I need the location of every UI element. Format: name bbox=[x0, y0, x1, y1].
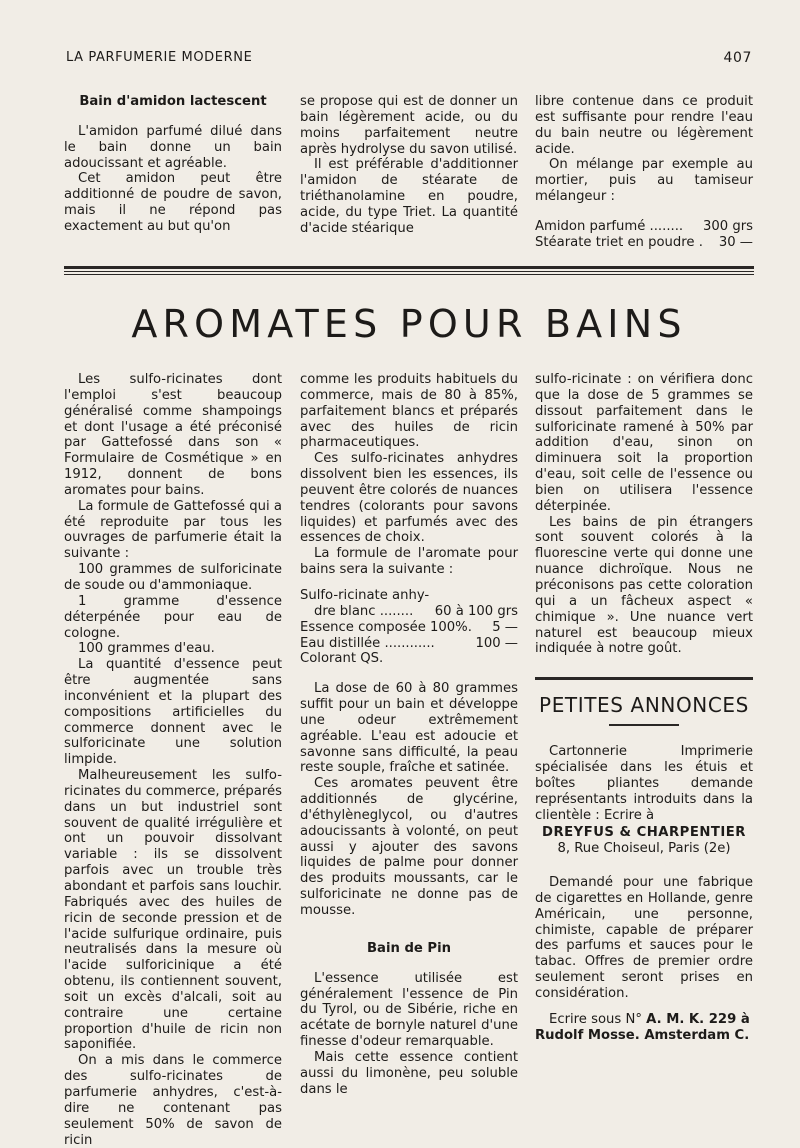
advert-text: Cartonnerie Imprimerie spécialisée dans les étuis et boîtes pliantes demande représentants introduits dans la clientèle : Ecrire à bbox=[535, 744, 753, 823]
recipe-value: 30 — bbox=[718, 234, 753, 250]
annonces-divider bbox=[535, 677, 753, 680]
paragraph: Cet amidon peut être additionné de poudre de savon, mais il ne répond pas exactement au but qu'on bbox=[64, 171, 282, 234]
recipe-line bbox=[300, 620, 518, 636]
article-column-1 bbox=[64, 372, 282, 1148]
advert-reply bbox=[535, 1012, 753, 1028]
paragraph: Ces sulfo-ricinates anhydres dissolvent bien les essences, ils peuvent être colorés de nuances tendres (colorants pour savons liquides) et parfumés avec des essences de choix. bbox=[300, 451, 518, 546]
paragraph: se propose qui est de donner un bain légèrement acide, ou du moins parfaitement neutre après hydrolyse du savon utilisé. bbox=[300, 94, 518, 157]
recipe-value: 100 — bbox=[475, 635, 518, 651]
paragraph: 1 gramme d'essence déterpénée pour eau de cologne. bbox=[64, 593, 282, 641]
section-heading-pin: Bain de Pin bbox=[367, 940, 451, 956]
top-column-3 bbox=[535, 94, 753, 251]
recipe-label: Amidon parfumé ........ bbox=[535, 218, 684, 234]
paragraph: Malheureusement les sulfo-ricinates du commerce, préparés dans un but industriel sont souvent de qualité irrégulière et ont un pouvoir dissolvant variable : ils se dissolvent parfois avec un trouble très abondant et parfois sans louchir. Fabriqués avec des huiles de ricin de seconde pression et de l'acide sulfurique ordinaire, puis neutralisés dans la mesure où l'acide sulforicinique a été obtenu, ils contiennent souvent, soit un excès d'alcali, soit au contraire une certaine proportion d'huile de ricin non saponifiée. bbox=[64, 768, 282, 1053]
advert-address: 8, Rue Choiseul, Paris (2e) bbox=[557, 841, 731, 857]
paragraph: 100 grammes de sulforicinate de soude ou d'ammoniaque. bbox=[64, 562, 282, 593]
recipe-line bbox=[300, 636, 518, 652]
journal-title: LA PARFUMERIE MODERNE bbox=[66, 50, 253, 65]
recipe-label: Essence composée 100%. bbox=[300, 619, 472, 635]
article-title: AROMATES POUR BAINS bbox=[131, 302, 687, 346]
paragraph: La quantité d'essence peut être augmentée sans inconvénient et la plupart des compositions artificielles du commerce donnent avec le sulforicinate une solution limpide. bbox=[64, 657, 282, 768]
annonces-underline bbox=[609, 724, 679, 726]
recipe-line: Colorant QS. bbox=[300, 651, 384, 667]
recipe-label: Eau distillée ............ bbox=[300, 635, 435, 651]
paragraph: On a mis dans le commerce des sulfo-ricinates de parfumerie anhydres, c'est-à-dire ne contenant pas seulement 50% de savon de ricin bbox=[64, 1053, 282, 1148]
recipe-line: Sulfo-ricinate anhy- bbox=[300, 587, 430, 603]
paragraph: Les bains de pin étrangers sont souvent colorés à la fluorescine verte qui donne une nuance dichroïque. Nous ne préconisons pas cette coloration qui a un fâcheux aspect « chimique ». Une nuance vert naturel est beaucoup mieux indiquée à notre goût. bbox=[535, 514, 753, 657]
top-column-1 bbox=[64, 94, 282, 235]
paragraph: Mais cette essence contient aussi du limonène, peu soluble dans le bbox=[300, 1049, 518, 1097]
recipe-value: 5 — bbox=[492, 619, 518, 635]
paragraph: On mélange par exemple au mortier, puis au tamiseur mélangeur : bbox=[535, 157, 753, 205]
paragraph: sulfo-ricinate : on vérifiera donc que la dose de 5 grammes se dissout parfaitement dans le sulforicinate ramené à 50% par addition d'eau, sinon on diminuera soit la proportion d'eau, soit celle de l'essence ou bien on utilisera l'essence déterpinée. bbox=[535, 372, 753, 514]
advert-ref: A. M. K. 229 à bbox=[646, 1011, 750, 1027]
page-number: 407 bbox=[723, 50, 752, 66]
paragraph: La formule de Gattefossé qui a été reproduite par tous les ouvrages de parfumerie était la suivante : bbox=[64, 498, 282, 562]
recipe-line bbox=[300, 604, 518, 620]
top-column-2 bbox=[300, 94, 518, 237]
article-column-3 bbox=[535, 372, 753, 1044]
article-column-2 bbox=[300, 372, 518, 1097]
advert-write: Ecrire sous N° bbox=[549, 1011, 642, 1027]
recipe-line bbox=[535, 219, 753, 235]
recipe-value: 300 grs bbox=[702, 218, 753, 234]
advert-text: Demandé pour une fabrique de cigarettes en Hollande, genre Américain, une personne, chimiste, capable de préparer des parfums et sauces pour le tabac. Offres de premier ordre seulement seront prises en considération. bbox=[535, 875, 753, 1001]
advert-company: DREYFUS & CHARPENTIER bbox=[542, 825, 746, 841]
paragraph: comme les produits habituels du commerce, mais de 80 à 85%, parfaitement blancs et préparés avec des huiles de ricin pharmaceutiques. bbox=[300, 372, 518, 451]
paragraph: L'essence utilisée est généralement l'essence de Pin du Tyrol, ou de Sibérie, riche en acétate de bornyle naturel d'une finesse d'odeur remarquable. bbox=[300, 970, 518, 1050]
recipe-label: dre blanc ........ bbox=[314, 603, 414, 619]
paragraph: Ces aromates peuvent être additionnés de glycérine, d'éthylèneglycol, ou d'autres adoucissants à volonté, on peut aussi y ajouter des savons liquides de palme pour donner des produits moussants, car le sulforicinate ne donne pas de mousse. bbox=[300, 776, 518, 918]
annonces-title: PETITES ANNONCES bbox=[539, 693, 749, 718]
advert-ref-line: Rudolf Mosse. Amsterdam C. bbox=[535, 1027, 750, 1043]
paragraph: L'amidon parfumé dilué dans le bain donne un bain adoucissant et agréable. bbox=[64, 123, 282, 171]
recipe-label: Stéarate triet en poudre . bbox=[535, 234, 703, 250]
paragraph: libre contenue dans ce produit est suffisante pour rendre l'eau du bain neutre ou légèrement acide. bbox=[535, 94, 753, 157]
paragraph: La formule de l'aromate pour bains sera la suivante : bbox=[300, 546, 518, 578]
recipe-value: 60 à 100 grs bbox=[434, 603, 518, 619]
paragraph: 100 grammes d'eau. bbox=[78, 641, 215, 657]
paragraph: Il est préférable d'additionner l'amidon de stéarate de triéthanolamine en poudre, acide, du type Triet. La quantité d'acide stéarique bbox=[300, 157, 518, 236]
section-divider bbox=[64, 266, 754, 275]
paragraph: La dose de 60 à 80 grammes suffit pour un bain et développe une odeur extrêmement agréable. L'eau est adoucie et savonne sans difficulté, la peau reste souple, fraîche et satinée. bbox=[300, 681, 518, 776]
section-heading-amidon: Bain d'amidon lactescent bbox=[79, 94, 267, 109]
recipe-line bbox=[535, 235, 753, 251]
running-header bbox=[66, 50, 752, 65]
paragraph: Les sulfo-ricinates dont l'emploi s'est beaucoup généralisé comme shampoings et dont l'usage a été préconisé par Gattefossé dans son « Formulaire de Cosmétique » en 1912, donnent de bons aromates pour bains. bbox=[64, 372, 282, 498]
